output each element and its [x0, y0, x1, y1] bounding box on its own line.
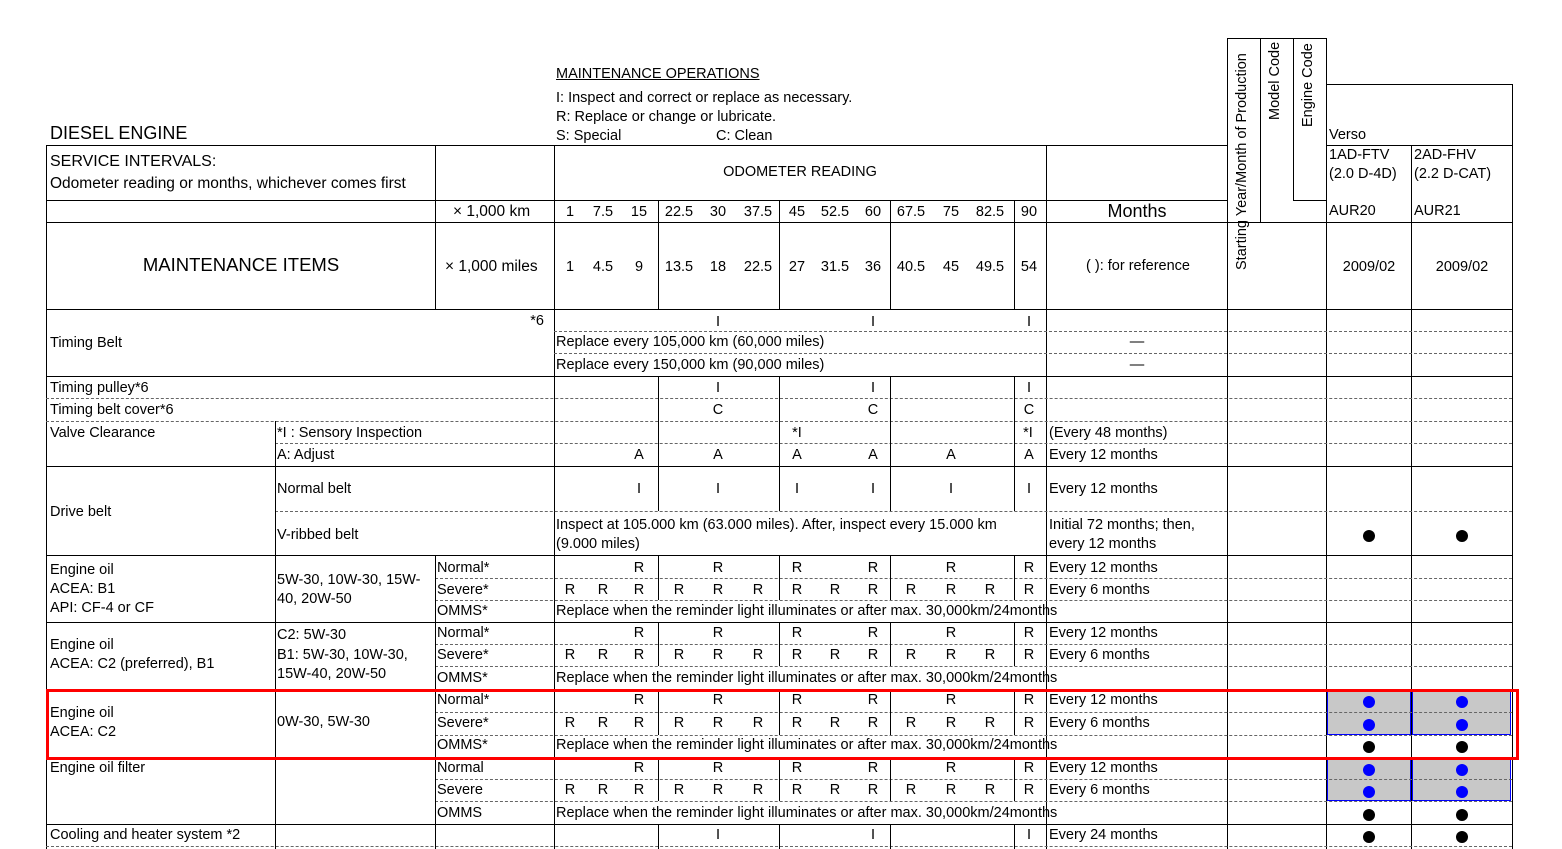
cooling-months: Every 24 months [1049, 827, 1158, 843]
oil-1-api: API: CF-4 or CF [50, 600, 154, 616]
for-reference-label: ( ): for reference [1086, 258, 1190, 274]
grid-line-h [435, 779, 1512, 780]
oil-1-normal-months: Every 12 months [1049, 560, 1158, 576]
dot-icon [1363, 831, 1375, 843]
schedule-mark: A [792, 447, 802, 463]
schedule-mark: R [564, 782, 576, 798]
engine-code-1-sub: (2.0 D-4D) [1329, 166, 1397, 182]
schedule-mark: R [1023, 582, 1035, 598]
oil-3-normal-months: Every 12 months [1049, 692, 1158, 708]
schedule-mark: R [905, 782, 917, 798]
service-intervals-sub: Odometer reading or months, whichever comes first [50, 175, 406, 192]
km-value: 75 [942, 204, 960, 220]
oil-1-acea: ACEA: B1 [50, 581, 116, 597]
schedule-mark: R [984, 582, 996, 598]
grid-line-v [658, 757, 659, 801]
valve-adjust-months: Every 12 months [1049, 447, 1158, 463]
schedule-mark: R [712, 560, 724, 576]
km-value: 82.5 [975, 204, 1005, 220]
schedule-mark: R [945, 582, 957, 598]
schedule-mark: R [597, 582, 609, 598]
schedule-mark: R [597, 782, 609, 798]
schedule-mark: R [1023, 782, 1035, 798]
schedule-mark: R [673, 582, 685, 598]
schedule-mark: R [712, 625, 724, 641]
oil-3-grade: 0W-30, 5W-30 [277, 714, 370, 730]
schedule-mark: I [1026, 481, 1032, 497]
oil-1-omms-text: Replace when the reminder light illuminates or after max. 30,000km/24months [556, 603, 1058, 619]
oil-2-grade-3: 15W-40, 20W-50 [277, 666, 387, 682]
model-code-1: AUR20 [1329, 203, 1376, 219]
schedule-mark: R [564, 647, 576, 663]
grid-line-h [46, 309, 1512, 310]
valve-sensory: *I : Sensory Inspection [277, 425, 423, 441]
schedule-mark: R [712, 782, 724, 798]
grid-line-v [1014, 200, 1015, 309]
oil-3-omms: OMMS* [437, 737, 488, 753]
months-label: Months [1107, 201, 1167, 221]
schedule-mark: R [752, 582, 764, 598]
schedule-mark: R [945, 760, 957, 776]
schedule-mark: R [791, 692, 803, 708]
oil-2-severe: Severe* [437, 647, 489, 663]
schedule-mark: R [1023, 625, 1035, 641]
oil-2-grade-2: B1: 5W-30, 10W-30, [277, 647, 408, 663]
schedule-mark: R [752, 715, 764, 731]
grid-line-v [1014, 757, 1015, 801]
schedule-mark: R [984, 715, 996, 731]
schedule-mark: R [564, 715, 576, 731]
schedule-mark: R [673, 782, 685, 798]
grid-line-v [1326, 38, 1327, 200]
grid-line-h [275, 443, 1512, 444]
schedule-mark: R [791, 647, 803, 663]
vertical-header-production: Starting Year/Month of Production [1234, 53, 1250, 270]
ops-line: C: Clean [716, 128, 773, 144]
grid-line-v [658, 376, 659, 421]
grid-line-v [275, 421, 276, 849]
schedule-mark: R [984, 782, 996, 798]
km-value: 15 [630, 204, 648, 220]
schedule-mark: R [867, 625, 879, 641]
schedule-mark: I [715, 314, 721, 330]
grid-line-h [1293, 200, 1326, 201]
grid-line-h [46, 200, 1227, 201]
dot-icon [1363, 530, 1375, 542]
mile-value: 45 [942, 259, 960, 275]
item-timing-belt: Timing Belt [50, 335, 122, 351]
schedule-mark: R [712, 692, 724, 708]
oil-2-grade: C2: 5W-30 [277, 627, 347, 643]
grid-line-h [435, 801, 1512, 802]
mile-value: 40.5 [896, 259, 926, 275]
schedule-mark: C [712, 402, 724, 418]
schedule-mark: R [1023, 760, 1035, 776]
schedule-mark: R [905, 715, 917, 731]
schedule-mark: R [712, 715, 724, 731]
grid-line-h [435, 600, 1512, 601]
grid-line-v [658, 824, 659, 849]
drive-normal-belt: Normal belt [277, 481, 352, 497]
footnote-6: *6 [530, 313, 544, 329]
schedule-mark: I [715, 380, 721, 396]
ops-title: MAINTENANCE OPERATIONS [556, 66, 760, 82]
dot-icon [1456, 530, 1468, 542]
schedule-mark: R [633, 647, 645, 663]
schedule-mark: A [713, 447, 723, 463]
grid-line-v [890, 555, 891, 600]
schedule-mark: R [945, 782, 957, 798]
schedule-mark: R [945, 692, 957, 708]
schedule-mark: R [945, 560, 957, 576]
engine-code-1: 1AD-FTV [1329, 147, 1390, 163]
schedule-mark: R [633, 560, 645, 576]
grid-line-v [890, 376, 891, 421]
schedule-mark: R [867, 715, 879, 731]
km-value: 90 [1020, 204, 1038, 220]
mile-value: 31.5 [820, 259, 850, 275]
grid-line-v [1014, 421, 1015, 511]
blue-dot-icon [1363, 786, 1375, 798]
grid-line-v [779, 376, 780, 421]
schedule-mark: R [752, 782, 764, 798]
item-timing-pulley: Timing pulley*6 [50, 380, 149, 396]
schedule-mark: I [794, 481, 800, 497]
grid-line-v [658, 200, 659, 309]
schedule-mark: R [633, 582, 645, 598]
km-value: 30 [709, 204, 727, 220]
grid-line-v [779, 622, 780, 666]
blue-dot-icon [1456, 764, 1468, 776]
mile-value: 13.5 [664, 259, 694, 275]
schedule-mark: R [829, 715, 841, 731]
mile-value: 27 [788, 259, 806, 275]
oil-3-severe: Severe* [437, 715, 489, 731]
schedule-mark: R [1023, 647, 1035, 663]
mile-value: 9 [634, 259, 644, 275]
schedule-mark: R [1023, 560, 1035, 576]
item-drive-belt: Drive belt [50, 504, 112, 520]
page-title: DIESEL ENGINE [50, 123, 188, 143]
schedule-mark: R [867, 782, 879, 798]
production-date-1: 2009/02 [1342, 259, 1396, 275]
schedule-mark: I [870, 314, 876, 330]
grid-line-h [435, 644, 1512, 645]
months-dash-2: — [1129, 357, 1145, 373]
oil-1-omms: OMMS* [437, 603, 488, 619]
oil-2-omms-text: Replace when the reminder light illuminates or after max. 30,000km/24months [556, 670, 1058, 686]
schedule-mark: I [715, 827, 721, 843]
grid-line-v [890, 622, 891, 666]
grid-line-h [275, 511, 1512, 512]
vribbed-text-2: (9.000 miles) [556, 536, 640, 552]
schedule-mark: A [634, 447, 644, 463]
oil-3-acea: ACEA: C2 [50, 724, 117, 740]
dot-icon [1363, 809, 1375, 821]
maintenance-items-label: MAINTENANCE ITEMS [142, 254, 340, 275]
grid-line-v [1014, 555, 1015, 600]
schedule-mark: I [870, 481, 876, 497]
grid-line-v [779, 555, 780, 600]
schedule-mark: A [946, 447, 956, 463]
model-code-2: AUR21 [1414, 203, 1461, 219]
model-group-label: Verso [1329, 127, 1367, 143]
schedule-mark: R [712, 647, 724, 663]
grid-line-v [1260, 38, 1261, 222]
ops-line: S: Special [556, 128, 622, 144]
vribbed-months-2: every 12 months [1049, 536, 1157, 552]
schedule-mark: R [945, 647, 957, 663]
km-value: 1 [565, 204, 575, 220]
grid-line-h [1227, 38, 1326, 39]
valve-adjust: A: Adjust [277, 447, 335, 463]
grid-line-v [658, 622, 659, 666]
schedule-mark: R [867, 692, 879, 708]
grid-line-h [554, 353, 1512, 354]
production-date-2: 2009/02 [1435, 259, 1489, 275]
schedule-mark: R [829, 647, 841, 663]
valve-months: (Every 48 months) [1049, 425, 1168, 441]
dot-icon [1456, 831, 1468, 843]
mile-value: 22.5 [743, 259, 773, 275]
schedule-mark: R [633, 760, 645, 776]
schedule-mark: R [597, 715, 609, 731]
grid-line-h [1326, 145, 1512, 146]
vertical-header-engine-code: Engine Code [1300, 43, 1316, 127]
oil-3-name: Engine oil [50, 705, 114, 721]
grid-line-v [779, 757, 780, 801]
schedule-mark: R [984, 647, 996, 663]
item-timing-belt-cover: Timing belt cover*6 [50, 402, 174, 418]
oil-2-acea: ACEA: C2 (preferred), B1 [50, 656, 215, 672]
oil-1-normal: Normal* [437, 560, 490, 576]
schedule-mark: R [867, 582, 879, 598]
mile-value: 49.5 [975, 259, 1005, 275]
schedule-mark: R [867, 560, 879, 576]
item-cooling-heater: Cooling and heater system *2 [50, 827, 241, 843]
mile-value: 18 [709, 259, 727, 275]
schedule-mark: I [715, 481, 721, 497]
km-value: 7.5 [592, 204, 614, 220]
item-oil-filter: Engine oil filter [50, 760, 146, 776]
oil-1-name: Engine oil [50, 562, 114, 578]
schedule-mark: R [597, 647, 609, 663]
schedule-mark: R [945, 715, 957, 731]
oil-3-severe-months: Every 6 months [1049, 715, 1150, 731]
vribbed-months-1: Initial 72 months; then, [1049, 517, 1195, 533]
filter-severe: Severe [437, 782, 483, 798]
schedule-mark: R [712, 760, 724, 776]
schedule-mark: I [870, 827, 876, 843]
mile-value: 36 [864, 259, 882, 275]
vribbed-text-1: Inspect at 105.000 km (63.000 miles). After, inspect every 15.000 km [556, 517, 997, 533]
schedule-mark: R [791, 560, 803, 576]
schedule-mark: A [1024, 447, 1034, 463]
grid-line-h [435, 666, 1512, 667]
item-valve-clearance: Valve Clearance [50, 425, 156, 441]
km-unit-label: × 1,000 km [453, 203, 531, 220]
oil-1-grade: 5W-30, 10W-30, 15W- [277, 572, 421, 588]
schedule-mark: *I [792, 425, 802, 441]
months-dash-1: — [1129, 334, 1145, 350]
grid-line-v [1014, 824, 1015, 849]
mile-value: 54 [1020, 259, 1038, 275]
schedule-mark: R [791, 625, 803, 641]
oil-1-severe-months: Every 6 months [1049, 582, 1150, 598]
grid-line-v [435, 145, 436, 309]
schedule-mark: R [633, 625, 645, 641]
grid-line-h [1260, 222, 1326, 223]
grid-line-v [890, 757, 891, 801]
schedule-mark: R [633, 782, 645, 798]
schedule-mark: R [564, 582, 576, 598]
km-value: 45 [788, 204, 806, 220]
schedule-mark: R [673, 647, 685, 663]
schedule-mark: R [1023, 715, 1035, 731]
filter-normal-months: Every 12 months [1049, 760, 1158, 776]
timing-belt-interval-1: Replace every 105,000 km (60,000 miles) [556, 334, 825, 350]
km-value: 22.5 [664, 204, 694, 220]
schedule-mark: *I [1023, 425, 1033, 441]
grid-line-v [779, 421, 780, 511]
oil-1-grade-2: 40, 20W-50 [277, 591, 352, 607]
mile-value: 4.5 [592, 259, 614, 275]
schedule-mark: R [1023, 692, 1035, 708]
schedule-mark: R [867, 647, 879, 663]
oil-2-omms: OMMS* [437, 670, 488, 686]
blue-dot-icon [1363, 764, 1375, 776]
grid-line-v [890, 824, 891, 849]
oil-2-normal-months: Every 12 months [1049, 625, 1158, 641]
grid-line-v [1014, 622, 1015, 666]
oil-2-severe-months: Every 6 months [1049, 647, 1150, 663]
grid-line-v [1293, 38, 1294, 200]
schedule-mark: R [752, 647, 764, 663]
schedule-mark: I [870, 380, 876, 396]
schedule-mark: R [867, 760, 879, 776]
dot-icon [1456, 809, 1468, 821]
schedule-mark: R [791, 782, 803, 798]
odometer-reading-label: ODOMETER READING [723, 164, 877, 180]
engine-code-2: 2AD-FHV [1414, 147, 1477, 163]
grid-line-v [1014, 376, 1015, 421]
drive-normal-months: Every 12 months [1049, 481, 1158, 497]
schedule-mark: R [633, 715, 645, 731]
grid-line-v [890, 421, 891, 511]
grid-line-v [779, 200, 780, 309]
schedule-mark: I [1026, 314, 1032, 330]
schedule-mark: R [905, 582, 917, 598]
filter-omms-text: Replace when the reminder light illuminates or after max. 30,000km/24months [556, 805, 1058, 821]
grid-line-h [554, 331, 1512, 332]
schedule-mark: C [1023, 402, 1035, 418]
oil-3-normal: Normal* [437, 692, 490, 708]
filter-severe-months: Every 6 months [1049, 782, 1150, 798]
mile-value: 1 [565, 259, 575, 275]
schedule-mark: R [945, 625, 957, 641]
schedule-mark: I [636, 481, 642, 497]
schedule-mark: R [829, 782, 841, 798]
ops-line: R: Replace or change or lubricate. [556, 109, 777, 125]
schedule-mark: R [673, 715, 685, 731]
oil-2-name: Engine oil [50, 637, 114, 653]
schedule-mark: R [791, 582, 803, 598]
grid-line-v [890, 200, 891, 309]
schedule-mark: R [791, 715, 803, 731]
vertical-header-model-code: Model Code [1267, 41, 1283, 120]
km-value: 60 [864, 204, 882, 220]
schedule-mark: R [905, 647, 917, 663]
blue-dot-icon [1456, 786, 1468, 798]
filter-omms: OMMS [437, 805, 483, 821]
miles-unit-label: × 1,000 miles [445, 258, 538, 275]
schedule-mark: I [1026, 827, 1032, 843]
grid-line-v [658, 421, 659, 511]
grid-line-v [779, 824, 780, 849]
service-intervals-title: SERVICE INTERVALS: [50, 153, 217, 170]
drive-vribbed-belt: V-ribbed belt [277, 527, 359, 543]
grid-line-h [435, 578, 1512, 579]
oil-1-severe: Severe* [437, 582, 489, 598]
highlight-box [46, 689, 1519, 760]
km-value: 67.5 [896, 204, 926, 220]
grid-line-h [46, 145, 1227, 146]
engine-code-2-sub: (2.2 D-CAT) [1414, 166, 1492, 182]
schedule-mark: R [829, 582, 841, 598]
schedule-mark: I [948, 481, 954, 497]
schedule-mark: R [633, 692, 645, 708]
timing-belt-interval-2: Replace every 150,000 km (90,000 miles) [556, 357, 825, 373]
schedule-mark: R [791, 760, 803, 776]
grid-line-h [1326, 84, 1512, 85]
schedule-mark: C [867, 402, 879, 418]
km-value: 52.5 [820, 204, 850, 220]
ops-line: I: Inspect and correct or replace as necessary. [556, 90, 853, 106]
schedule-mark: A [868, 447, 878, 463]
oil-2-normal: Normal* [437, 625, 490, 641]
filter-normal: Normal [437, 760, 484, 776]
oil-3-omms-text: Replace when the reminder light illuminates or after max. 30,000km/24months [556, 737, 1058, 753]
km-value: 37.5 [743, 204, 773, 220]
grid-line-v [658, 555, 659, 600]
schedule-mark: I [1026, 380, 1032, 396]
schedule-mark: R [712, 582, 724, 598]
